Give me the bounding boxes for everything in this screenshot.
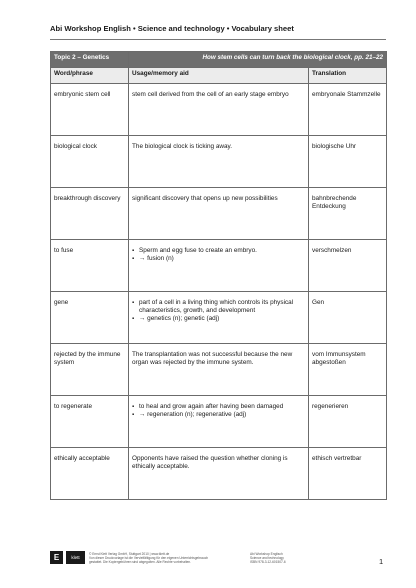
book-info — [250, 552, 340, 564]
table-row — [51, 396, 387, 448]
publisher-line: gestattet. Die Kopiergebühren sind abgegolten. Alle Rechte vorbehalten. — [89, 560, 192, 564]
usage-bullet: ▪ → genetics (n); genetic (adj) — [132, 315, 305, 323]
translation-cell: ethisch vertretbar — [309, 448, 387, 500]
word-cell: embryonic stem cell — [51, 84, 129, 136]
usage-cell — [129, 292, 309, 344]
publisher-line: © Ernst Klett Verlag GmbH, Stuttgart 2010 | www.klett.de — [89, 552, 170, 556]
header-divider — [50, 39, 386, 40]
usage-bullet: ▪ → regeneration (n); regenerative (adj) — [132, 411, 305, 419]
vocabulary-table — [50, 51, 387, 500]
usage-text: The biological clock is ticking away. — [132, 143, 233, 150]
topic-row — [51, 52, 387, 68]
usage-bullet: ▪ to heal and grow again after having been damaged — [132, 403, 305, 411]
word-cell: breakthrough discovery — [51, 188, 129, 240]
word-cell: biological clock — [51, 136, 129, 188]
translation-cell: vom Immunsystem abgestoßen — [309, 344, 387, 396]
column-header-word: Word/phrase — [51, 68, 129, 84]
usage-cell — [129, 448, 309, 500]
table-row — [51, 240, 387, 292]
publisher-notice — [89, 552, 229, 564]
usage-text: Opponents have raised the question whether cloning is ethically acceptable. — [132, 455, 288, 470]
translation-cell: Gen — [309, 292, 387, 344]
book-info-line: Abi Workshop Englisch — [250, 552, 283, 556]
word-cell: gene — [51, 292, 129, 344]
vocabulary-body — [51, 84, 387, 500]
table-row — [51, 84, 387, 136]
usage-cell — [129, 344, 309, 396]
usage-cell — [129, 84, 309, 136]
column-header-translation: Translation — [309, 68, 387, 84]
book-info-line: Science and technology — [250, 556, 284, 560]
page-title: Abi Workshop English • Science and technology • Vocabulary sheet — [50, 24, 294, 33]
translation-cell: embryonale Stammzelle — [309, 84, 387, 136]
word-cell: to fuse — [51, 240, 129, 292]
usage-cell — [129, 136, 309, 188]
translation-cell: biologische Uhr — [309, 136, 387, 188]
usage-bullet: ▪ Sperm and egg fuse to create an embryo. — [132, 247, 305, 255]
translation-cell: bahnbrechende Entdeckung — [309, 188, 387, 240]
column-header-usage: Usage/memory aid — [129, 68, 309, 84]
usage-text: The transplantation was not successful because the new organ was rejected by the immune system. — [132, 351, 293, 366]
usage-cell — [129, 240, 309, 292]
klett-logo-text: klett — [66, 551, 85, 564]
word-cell: to regenerate — [51, 396, 129, 448]
page-number: 1 — [379, 557, 384, 566]
book-info-line: ISBN 978-3-12-601507-6 — [250, 560, 286, 564]
usage-bullet: ▪ part of a cell in a living thing which controls its physical characteristics, growth, and development — [132, 299, 305, 315]
column-header-row — [51, 68, 387, 84]
topic-reference: How stem cells can turn back the biological clock, pp. 21–22 — [129, 52, 387, 68]
word-cell: rejected by the immune system — [51, 344, 129, 396]
klett-logo-mark: E — [50, 551, 63, 564]
topic-label: Topic 2 – Genetics — [51, 52, 129, 68]
table-row — [51, 136, 387, 188]
table-row — [51, 188, 387, 240]
usage-bullet: ▪ → fusion (n) — [132, 255, 305, 263]
usage-cell — [129, 188, 309, 240]
translation-cell: regenerieren — [309, 396, 387, 448]
usage-cell — [129, 396, 309, 448]
word-cell: ethically acceptable — [51, 448, 129, 500]
table-row — [51, 344, 387, 396]
table-row — [51, 292, 387, 344]
usage-text: stem cell derived from the cell of an early stage embryo — [132, 91, 289, 98]
table-row — [51, 448, 387, 500]
publisher-line: Von dieser Druckvorlage ist die Vervielfältigung für den eigenen Unterrichtsgebrauch — [89, 556, 209, 560]
usage-text: significant discovery that opens up new possibilities — [132, 195, 278, 202]
translation-cell: verschmelzen — [309, 240, 387, 292]
